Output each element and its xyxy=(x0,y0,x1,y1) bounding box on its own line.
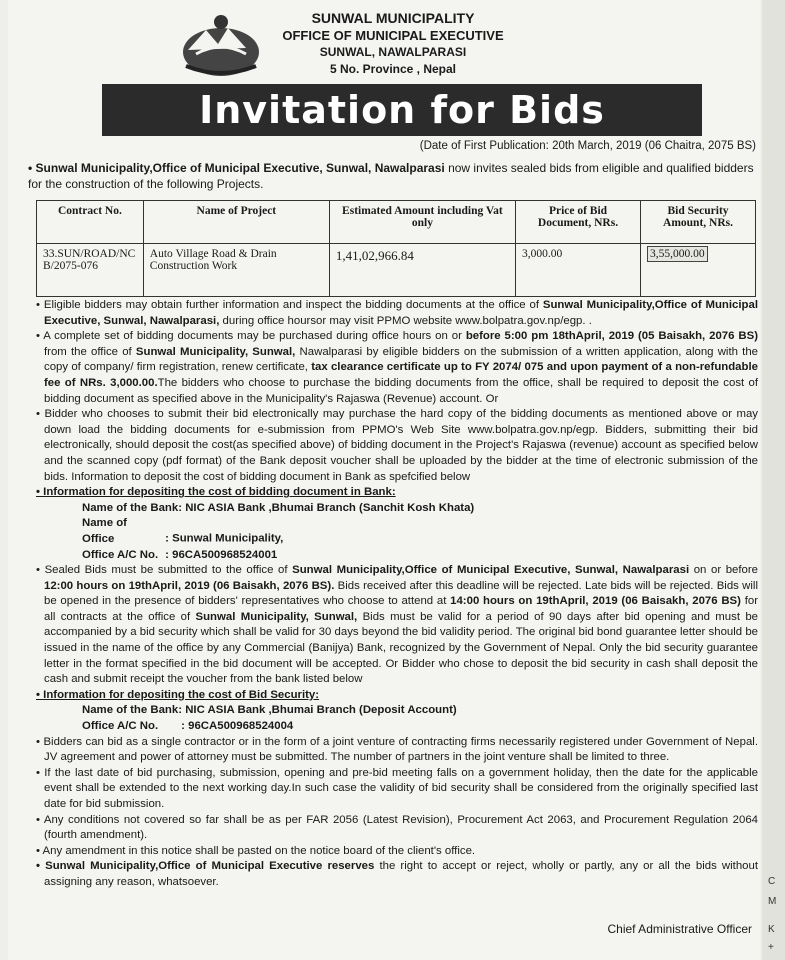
page-title: Invitation for Bids xyxy=(102,84,702,136)
account-label: Office A/C No. xyxy=(82,548,159,561)
publication-date: (Date of First Publication: 20th March, 2019 (06 Chaitra, 2075 BS) xyxy=(419,140,756,152)
bank-name-value: NIC ASIA Bank ,Bhumai Branch (Sanchit Kosh Khata) xyxy=(185,501,475,514)
margin-letter: + xyxy=(768,942,774,953)
margin-letter: C xyxy=(768,876,776,887)
bank-info-2 xyxy=(34,703,758,734)
bid-security-value: 3,55,000.00 xyxy=(647,246,708,262)
office-location: SUNWAL, NAWALPARASI xyxy=(319,45,467,59)
intro-bold: • Sunwal Municipality,Office of Municipal Executive, Sunwal, Nawalparasi xyxy=(28,161,445,175)
text-bold: tax clearance certificate up to FY 2074/ 075 and upon payment of a non-refundable fee of NRs. 3,000.00. xyxy=(44,361,758,389)
table-row xyxy=(37,244,756,297)
text-span: • A complete set of bidding documents may be purchased during office hours on or xyxy=(36,330,466,343)
office-heading xyxy=(258,10,528,78)
account-label: Office A/C No. xyxy=(82,720,159,733)
col-bid-doc-price: Price of Bid Document, NRs. xyxy=(515,201,640,244)
text-bold: before 5:00 pm 18thApril, 2019 (05 Baisakh, 2076 BS) xyxy=(465,330,758,343)
bank-name-value: NIC ASIA Bank ,Bhumai Branch (Deposit Account) xyxy=(185,704,457,717)
signature-title: Chief Administrative Officer xyxy=(607,922,752,936)
col-bid-security: Bid Security Amount, NRs. xyxy=(641,201,756,244)
para-electronic: • Bidder who chooses to submit their bid electronically may purchase the hard copy of the bidding documents as mentioned above or may down load the bidding documents for e-submission from PPMO's Web Site www.bolpatra.gov.np/egp. Bidders, submitting their bid electronically, should deposit the cost(as specified above) of bidding document in the Project's Rajaswa (revenue) account as specified below and the scanned copy (pdf format) of the Bank deposit voucher shall be uploaded by the bidder at the time of electronic submission of the bids. Information to deposit the cost of bidding document in Bank as spefcified below xyxy=(36,408,758,483)
text-span: during office hoursor may visit PPMO website www.bolpatra.gov.np/egp. . xyxy=(219,314,592,327)
notice-page xyxy=(8,0,760,960)
margin-letter: K xyxy=(768,924,775,935)
bids-table xyxy=(36,200,756,297)
text-bold: Sunwal Municipality, Sunwal, xyxy=(135,345,296,358)
para-joint-venture: • Bidders can bid as a single contractor or in the form of a joint venture of contracting firms necessarily registered under Government of Nepal. JV agreement and power of attorney must be submitted. The number of partners in the joint venture shall be limited to three. xyxy=(36,735,758,764)
bank-info-heading-2: • Information for depositing the cost of Bid Security: xyxy=(36,688,320,701)
text-span: Bids must be valid for a period of 90 days after bid opening and must be accompanied by a bid security which shall be valid for 30 days beyond the bid validity period. The original bid bond guarantee letter should be issued in the name of the office by any Commercial (Banijya) Bank, recognized by the Government of Nepal. Only the bid security guarantee letter in the format specified in the bid document will be accepted. Or Bidder who chose to deposit the bid security in cash shall deposit the cash and submit receipt the voucher from the bank listed below xyxy=(44,610,758,686)
adjacent-column xyxy=(762,0,785,960)
text-span: Nawalparasi by eligible bidders on the submission of a written application, along with the copy of company/ firm registration, renew certificate, xyxy=(44,345,758,374)
header xyxy=(8,4,760,84)
table-header-row xyxy=(37,201,756,244)
municipality-name: SUNWAL MUNICIPALITY xyxy=(311,10,475,26)
para-eligibility xyxy=(34,298,758,329)
text-bold: Sunwal Municipality,Office of Municipal Executive, Sunwal, Nawalparasi xyxy=(292,564,690,577)
office-name-value: : Sunwal Municipality, xyxy=(165,532,284,545)
text-span: the right to accept or reject, wholly or partly, any or all the bids without assigning any reason, whatsoever. xyxy=(44,860,758,888)
text-span: from the office of xyxy=(44,345,136,358)
cell-contract-no: 33.SUN/ROAD/NCB/2075-076 xyxy=(37,244,144,297)
para-amendment: • Any amendment in this notice shall be pasted on the notice board of the client's office. xyxy=(36,844,476,857)
para-conditions: • Any conditions not covered so far shall be as per FAR 2056 (Latest Revision), Procurement Act 2063, and Procurement Regulation 2064 (fourth amendment). xyxy=(36,813,758,842)
cell-estimated-amount: 1,41,02,966.84 xyxy=(329,244,515,297)
para-purchase xyxy=(34,329,758,407)
bank-name-label: Name of the Bank: xyxy=(82,501,183,514)
col-project-name: Name of Project xyxy=(143,201,329,244)
bank-name-label: Name of the Bank: xyxy=(82,704,183,717)
text-span: on or before xyxy=(689,564,758,577)
text-span: The bidders who choose to purchase the bidding documents from the office, shall be required to deposit the cost of bidding document as specified above in the Municipality's Rajaswa (Revenue) account. Or xyxy=(44,376,759,405)
margin-letter: M xyxy=(768,896,777,907)
cell-bid-doc-price: 3,000.00 xyxy=(515,244,640,297)
nepal-emblem-icon xyxy=(176,10,266,80)
cell-bid-security xyxy=(641,244,756,297)
para-submission xyxy=(34,563,758,688)
notice-body xyxy=(34,298,758,891)
text-bold: • Sunwal Municipality,Office of Municipal Executive reserves xyxy=(36,860,375,873)
para-holiday: • If the last date of bid purchasing, submission, opening and pre-bid meeting falls on a government holiday, then the date for the applicable event shall be extended to the next working day.In such case the validity of bid security shall be considered from the originally specified last date for bid submission. xyxy=(36,766,758,810)
bank-info-1 xyxy=(34,501,758,563)
col-contract-no: Contract No. xyxy=(37,201,144,244)
office-name: OFFICE OF MUNICIPAL EXECUTIVE xyxy=(282,28,504,43)
text-bold: 12:00 hours on 19thApril, 2019 (06 Baisakh, 2076 BS). xyxy=(44,579,335,592)
text-span: • Eligible bidders may obtain further information and inspect the bidding documents at the office of xyxy=(36,299,543,311)
col-estimated-amount: Estimated Amount including Vat only xyxy=(329,201,515,244)
bank-info-heading-1: • Information for depositing the cost of bidding document in Bank: xyxy=(36,486,396,499)
account-value: : 96CA500968524001 xyxy=(165,548,278,561)
cell-project-name: Auto Village Road & Drain Construction Work xyxy=(143,244,329,297)
para-reserves xyxy=(34,859,758,890)
text-bold: Sunwal Municipality,Office of Municipal Executive, Sunwal, Nawalparasi, xyxy=(44,299,759,327)
text-bold: Sunwal Municipality, Sunwal, xyxy=(195,610,358,623)
province-line: 5 No. Province , Nepal xyxy=(329,62,457,76)
text-bold: 14:00 hours on 19thApril, 2019 (06 Baisakh, 2076 BS) xyxy=(450,595,741,608)
text-span: • Sealed Bids must be submitted to the office of xyxy=(36,564,293,577)
account-value: : 96CA500968524004 xyxy=(181,720,294,733)
intro-rest: now invites sealed bids from eligible and qualified bidders for the construction of the following Projects. xyxy=(28,161,754,191)
intro-paragraph xyxy=(28,160,756,192)
office-name-label: Name of Office xyxy=(82,517,127,545)
text-span: Bids received after this deadline will be rejected. Late bids will be rejected. Bids will be opened in the presence of bidders' representatives who choose to attend at xyxy=(44,579,758,608)
text-span: for all contracts at the office of xyxy=(44,595,758,623)
